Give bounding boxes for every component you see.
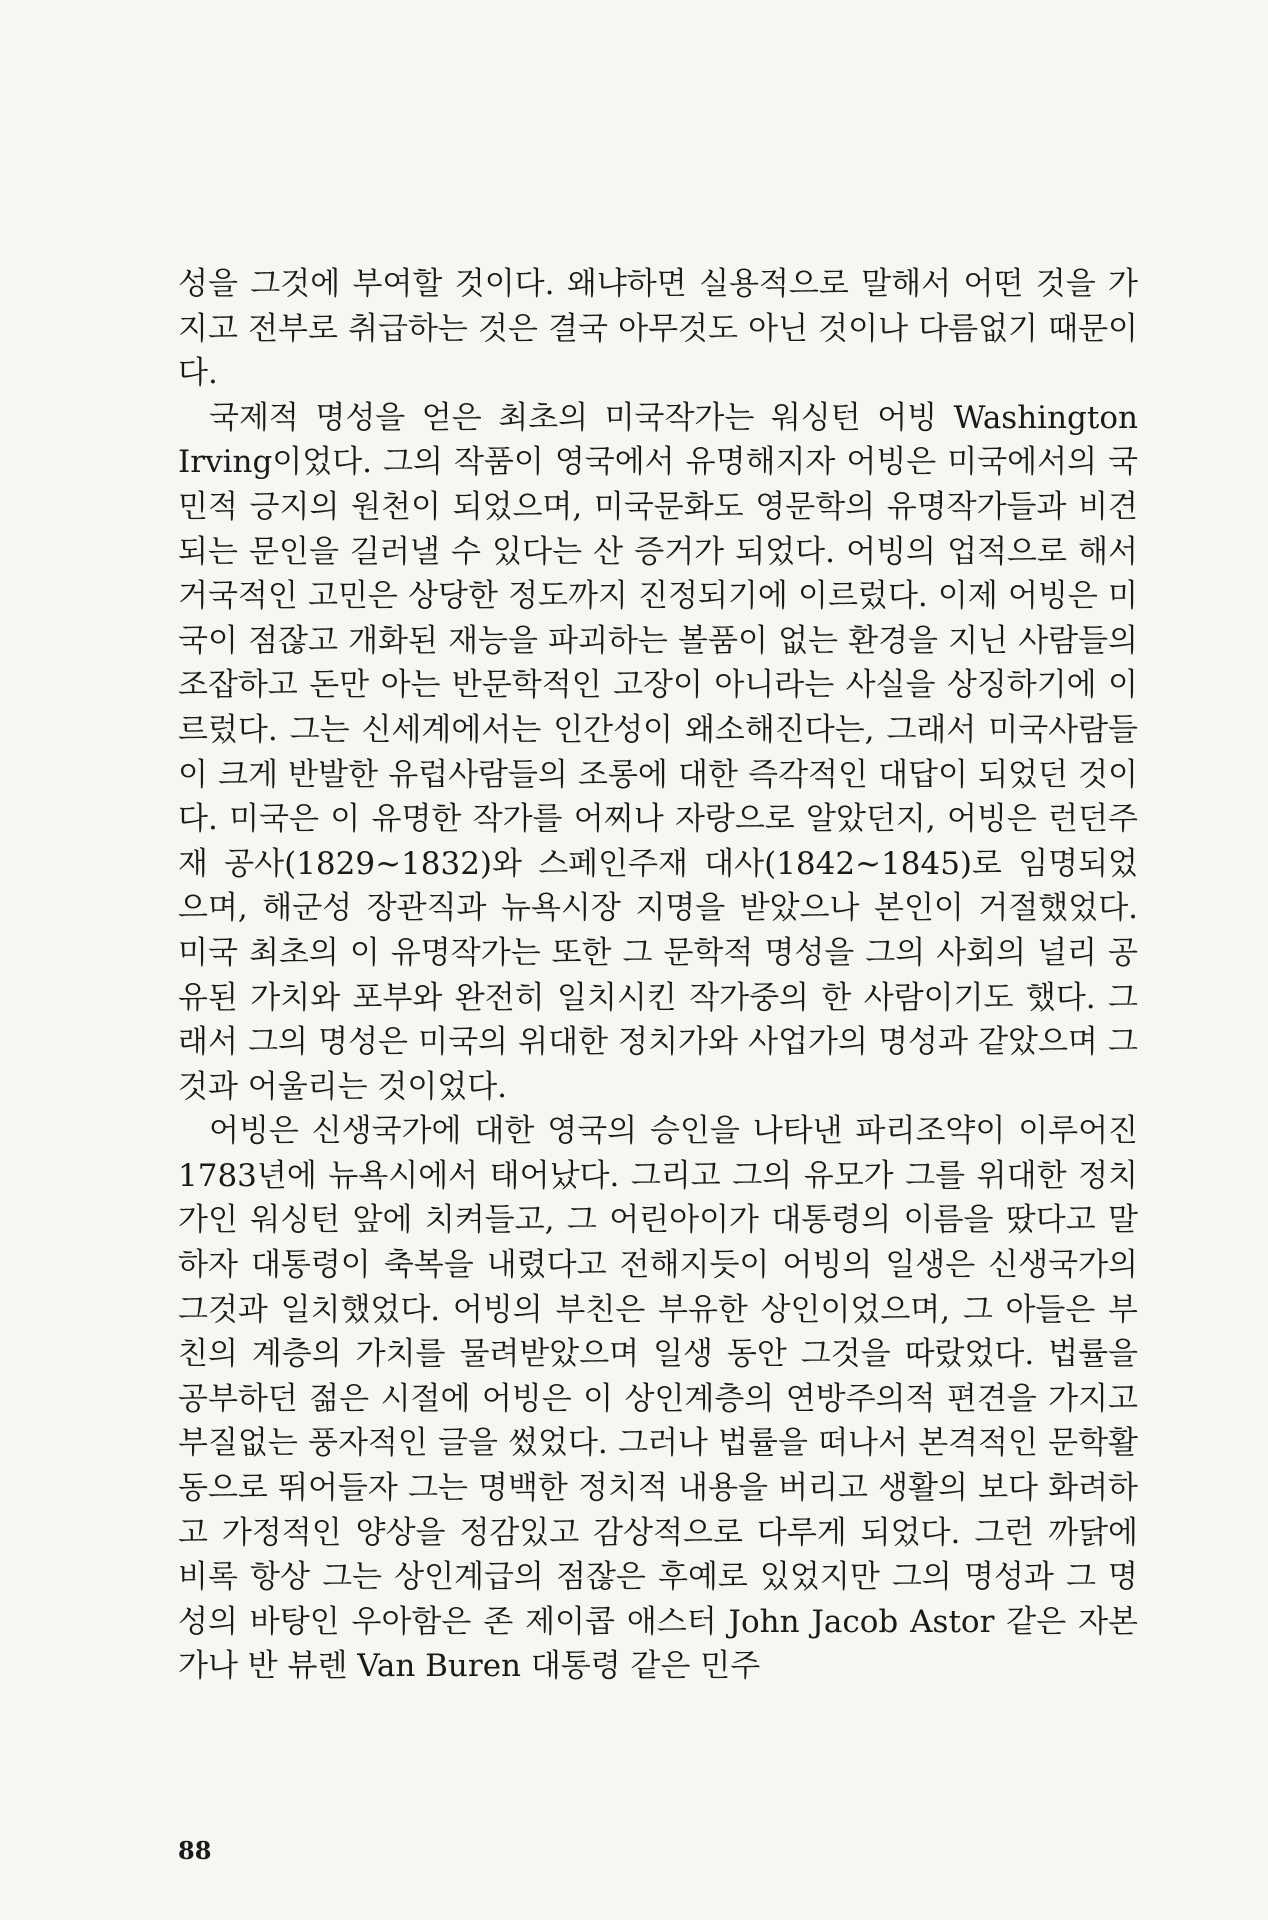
body-text: [178, 262, 1138, 1689]
paragraph-irving-fame: 국제적 명성을 얻은 최초의 미국작가는 워싱턴 어빙 Washington Irving이었다. 그의 작품이 영국에서 유명해지자 어빙은 미국에서의 국민적 긍지의 원천이 되었으며, 미국문화도 영문학의 유명작가들과 비견되는 문인을 길러낼 수 있다는 산 증거가 되었다. 어빙의 업적으로 해서 거국적인 고민은 상당한 정도까지 진정되기에 이르렀다. 이제 어빙은 미국이 점잖고 개화된 재능을 파괴하는 볼품이 없는 환경을 지닌 사람들의 조잡하고 돈만 아는 반문학적인 고장이 아니라는 사실을 상징하기에 이르렀다. 그는 신세계에서는 인간성이 왜소해진다는, 그래서 미국사람들이 크게 반발한 유럽사람들의 조롱에 대한 즉각적인 대답이 되었던 것이다. 미국은 이 유명한 작가를 어찌나 자랑으로 알았던지, 어빙은 런던주재 공사(1829~1832)와 스페인주재 대사(1842~1845)로 임명되었으며, 해군성 장관직과 뉴욕시장 지명을 받았으나 본인이 거절했었다. 미국 최초의 이 유명작가는 또한 그 문학적 명성을 그의 사회의 널리 공유된 가치와 포부와 완전히 일치시킨 작가중의 한 사람이기도 했다. 그래서 그의 명성은 미국의 위대한 정치가와 사업가의 명성과 같았으며 그것과 어울리는 것이었다.: [178, 399, 1138, 1105]
page-number: 88: [178, 1836, 212, 1865]
paragraph-irving-birth: 어빙은 신생국가에 대한 영국의 승인을 나타낸 파리조약이 이루어진 1783년에 뉴욕시에서 태어났다. 그리고 그의 유모가 그를 위대한 정치가인 워싱턴 앞에 치켜들고, 그 어린아이가 대통령의 이름을 땄다고 말하자 대통령이 축복을 내렸다고 전해지듯이 어빙의 일생은 신생국가의 그것과 일치했었다. 어빙의 부친은 부유한 상인이었으며, 그 아들은 부친의 계층의 가치를 물려받았으며 일생 동안 그것을 따랐었다. 법률을 공부하던 젊은 시절에 어빙은 이 상인계층의 연방주의적 편견을 가지고 부질없는 풍자적인 글을 썼었다. 그러나 법률을 떠나서 본격적인 문학활동으로 뛰어들자 그는 명백한 정치적 내용을 버리고 생활의 보다 화려하고 가정적인 양상을 정감있고 감상적으로 다루게 되었다. 그런 까닭에 비록 항상 그는 상인계급의 점잖은 후예로 있었지만 그의 명성과 그 명성의 바탕인 우아함은 존 제이콥 애스터 John Jacob Astor 같은 자본가나 반 뷰렌 Van Buren 대통령 같은 민주: [178, 1113, 1138, 1685]
paragraph-continued: 성을 그것에 부여할 것이다. 왜냐하면 실용적으로 말해서 어떤 것을 가지고 전부로 취급하는 것은 결국 아무것도 아닌 것이나 다름없기 때문이다.: [178, 266, 1138, 392]
